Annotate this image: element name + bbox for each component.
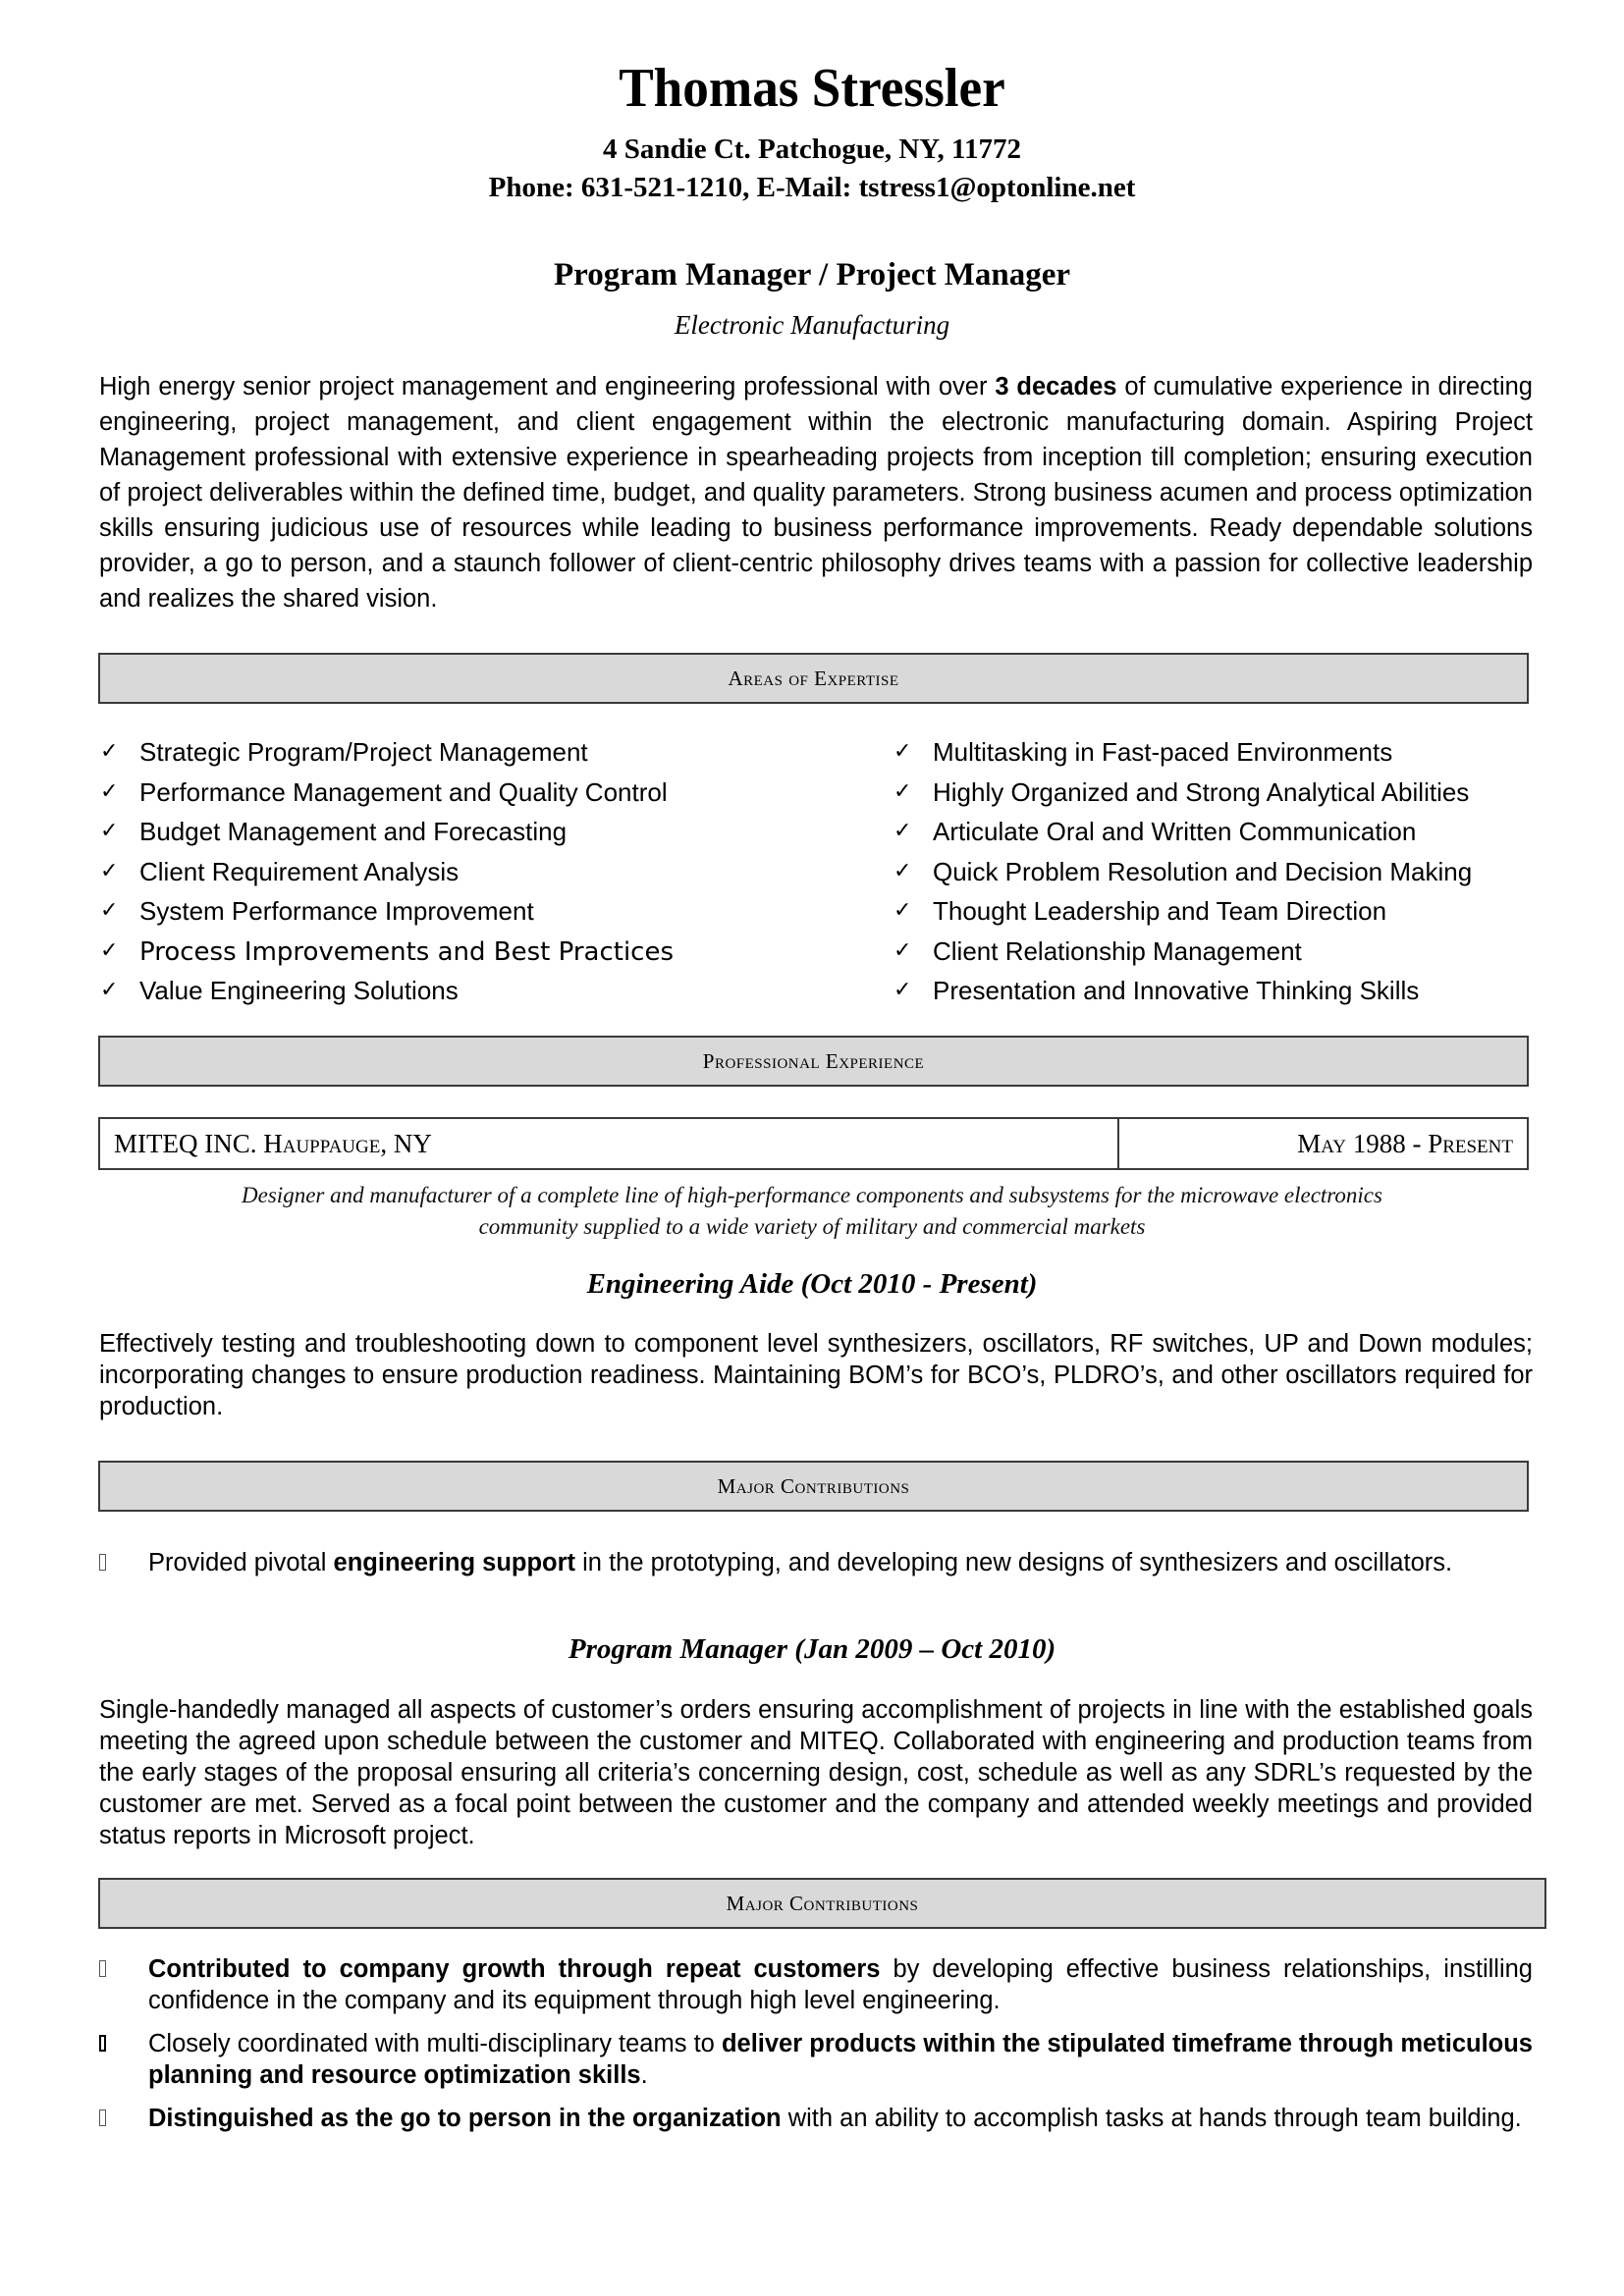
contribution-text: in the prototyping, and developing new designs of synthesizers and oscillators. (575, 1549, 1453, 1576)
summary-paragraph (99, 369, 1533, 616)
check-icon: ✓ (100, 858, 119, 883)
contribution-item (99, 1547, 1533, 1578)
expertise-label: Performance Management and Quality Control (139, 776, 668, 807)
expertise-list-right (893, 732, 1472, 1011)
section-title: Major Contributions (717, 1473, 910, 1498)
check-icon: ✓ (893, 898, 912, 923)
company-name-text: MITEQ INC. (114, 1128, 257, 1158)
company-name (114, 1129, 432, 1159)
check-icon: ✓ (100, 978, 119, 1002)
check-icon: ✓ (893, 978, 912, 1002)
expertise-label: System Performance Improvement (139, 896, 534, 926)
check-icon: ✓ (893, 739, 912, 764)
expertise-item (893, 891, 1472, 932)
check-icon: ✓ (100, 739, 119, 764)
summary-text-2: of cumulative experience in directing engineering, project management, and client engagement within the electronic manufacturing domain. Aspiring Project Management professional with extensive experience in spearheading projects from inception till completion; ensuring execution of project deliverables within the defined time, budget, and quality parameters. Strong business acumen and process optimization skills ensuring judicious use of resources while leading to business performance improvements. Ready dependable solutions provider, a go to person, and a staunch follower of client-centric philosophy drives teams with a passion for collective leadership and realizes the shared vision. (99, 373, 1533, 613)
expertise-label: Client Relationship Management (933, 935, 1302, 966)
check-icon: ✓ (893, 858, 912, 883)
section-header-contributions (98, 1461, 1529, 1512)
expertise-item (100, 852, 674, 892)
employment-dates: May 1988 - Present (1297, 1128, 1513, 1158)
company-description-line: community supplied to a wide variety of military and commercial markets (478, 1214, 1146, 1239)
role-title: Engineering Aide (Oct 2010 - Present) (586, 1268, 1038, 1300)
bullet-icon (99, 1960, 106, 1977)
company-location: Hauppauge, NY (263, 1128, 432, 1158)
company-cell (100, 1119, 1119, 1168)
expertise-label: Articulate Oral and Written Communication (933, 817, 1417, 846)
address: 4 Sandie Ct. Patchogue, NY, 11772 (603, 133, 1021, 165)
role-title: Program Manager (Jan 2009 – Oct 2010) (568, 1633, 1056, 1665)
company-description-line: Designer and manufacturer of a complete line of high-performance components and subsystems for the microwave electronics (242, 1183, 1382, 1207)
role-description: Single-handedly managed all aspects of customer’s orders ensuring accomplishment of projects in line with the established goals meeting the agreed upon schedule between the customer and MITEQ. Collaborated with engineering and production teams from the early stages of the proposal ensuring all criteria’s concerning design, cost, schedule as well as any SDRL’s requested by the customer are met. Served as a focal point between the customer and the company and attended weekly meetings and provided status reports in Microsoft project. (99, 1696, 1533, 1849)
expertise-item (100, 812, 674, 852)
expertise-item (100, 971, 674, 1011)
expertise-item (893, 812, 1472, 852)
section-header-experience (98, 1036, 1529, 1087)
contribution-text: by developing effective business relationships, instilling confidence in the company and its equipment through high level engineering. (148, 1955, 1533, 2014)
expertise-label: Client Requirement Analysis (139, 856, 460, 886)
check-icon: ✓ (893, 819, 912, 843)
expertise-label: Thought Leadership and Team Direction (933, 896, 1387, 926)
contribution-text: Closely coordinated with multi-disciplinary teams to (148, 2030, 722, 2057)
check-icon: ✓ (100, 778, 119, 804)
expertise-label: Quick Problem Resolution and Decision Making (933, 856, 1473, 886)
expertise-item (893, 932, 1472, 972)
expertise-label: Presentation and Innovative Thinking Skills (933, 976, 1420, 1005)
contributions-list (99, 1547, 1533, 1590)
expertise-label: Value Engineering Solutions (139, 976, 459, 1005)
expertise-item (893, 852, 1472, 892)
contributions-list (99, 1953, 1533, 2146)
candidate-name: Thomas Stressler (619, 58, 1005, 119)
contribution-item (99, 1953, 1533, 2016)
expertise-list-left (100, 732, 674, 1011)
expertise-label: Multitasking in Fast-paced Environments (933, 737, 1393, 767)
summary-highlight: 3 decades (995, 373, 1117, 400)
check-icon: ✓ (100, 898, 119, 923)
contribution-item (99, 2103, 1533, 2134)
expertise-label: Budget Management and Forecasting (139, 817, 568, 846)
contribution-text: . (640, 2061, 648, 2089)
expertise-item (893, 773, 1472, 813)
expertise-item (100, 732, 674, 773)
contribution-highlight: Contributed to company growth through repeat customers (148, 1955, 881, 1983)
section-title: Major Contributions (726, 1891, 919, 1915)
dates-cell (1119, 1119, 1527, 1168)
contribution-text: with an ability to accomplish tasks at hands through team building. (781, 2105, 1522, 2132)
expertise-label: Process Improvements and Best Practices (139, 936, 675, 967)
bullet-icon (99, 2035, 106, 2052)
expertise-label: Highly Organized and Strong Analytical Abilities (933, 776, 1470, 807)
expertise-item (100, 932, 674, 972)
company-description (0, 1180, 1624, 1243)
check-icon: ✓ (893, 778, 912, 804)
section-title: Areas of Expertise (728, 666, 899, 690)
expertise-item (100, 891, 674, 932)
contribution-highlight: engineering support (333, 1549, 576, 1576)
company-row (98, 1117, 1529, 1170)
role-description: Effectively testing and troubleshooting down to component level synthesizers, oscillators, RF switches, UP and Down modules; incorporating changes to ensure production readiness. Maintaining BOM’s for BCO’s, PLDRO’s, and other oscillators required for production. (99, 1330, 1533, 1420)
summary-text-1: High energy senior project management and engineering professional with over (99, 373, 996, 400)
section-header-expertise (98, 653, 1529, 704)
expertise-item (893, 732, 1472, 773)
check-icon: ✓ (100, 937, 119, 963)
contribution-item (99, 2028, 1533, 2091)
section-header-contributions (98, 1878, 1546, 1929)
expertise-label: Strategic Program/Project Management (139, 737, 588, 767)
check-icon: ✓ (100, 819, 119, 843)
contribution-highlight: Distinguished as the go to person in the organization (148, 2105, 782, 2132)
contribution-highlight: deliver products within the stipulated timeframe through meticulous planning and resource optimization skills (148, 2030, 1533, 2089)
contact-info: Phone: 631-521-1210, E-Mail: tstress1@optonline.net (488, 172, 1136, 203)
expertise-item (893, 971, 1472, 1011)
section-title: Professional Experience (702, 1048, 925, 1073)
check-icon: ✓ (893, 937, 912, 963)
bullet-icon (99, 1554, 106, 1571)
bullet-icon (99, 2109, 106, 2126)
headline: Program Manager / Project Manager (554, 257, 1070, 293)
subheadline: Electronic Manufacturing (674, 310, 950, 340)
contribution-text: Provided pivotal (148, 1549, 334, 1576)
expertise-item (100, 773, 674, 813)
